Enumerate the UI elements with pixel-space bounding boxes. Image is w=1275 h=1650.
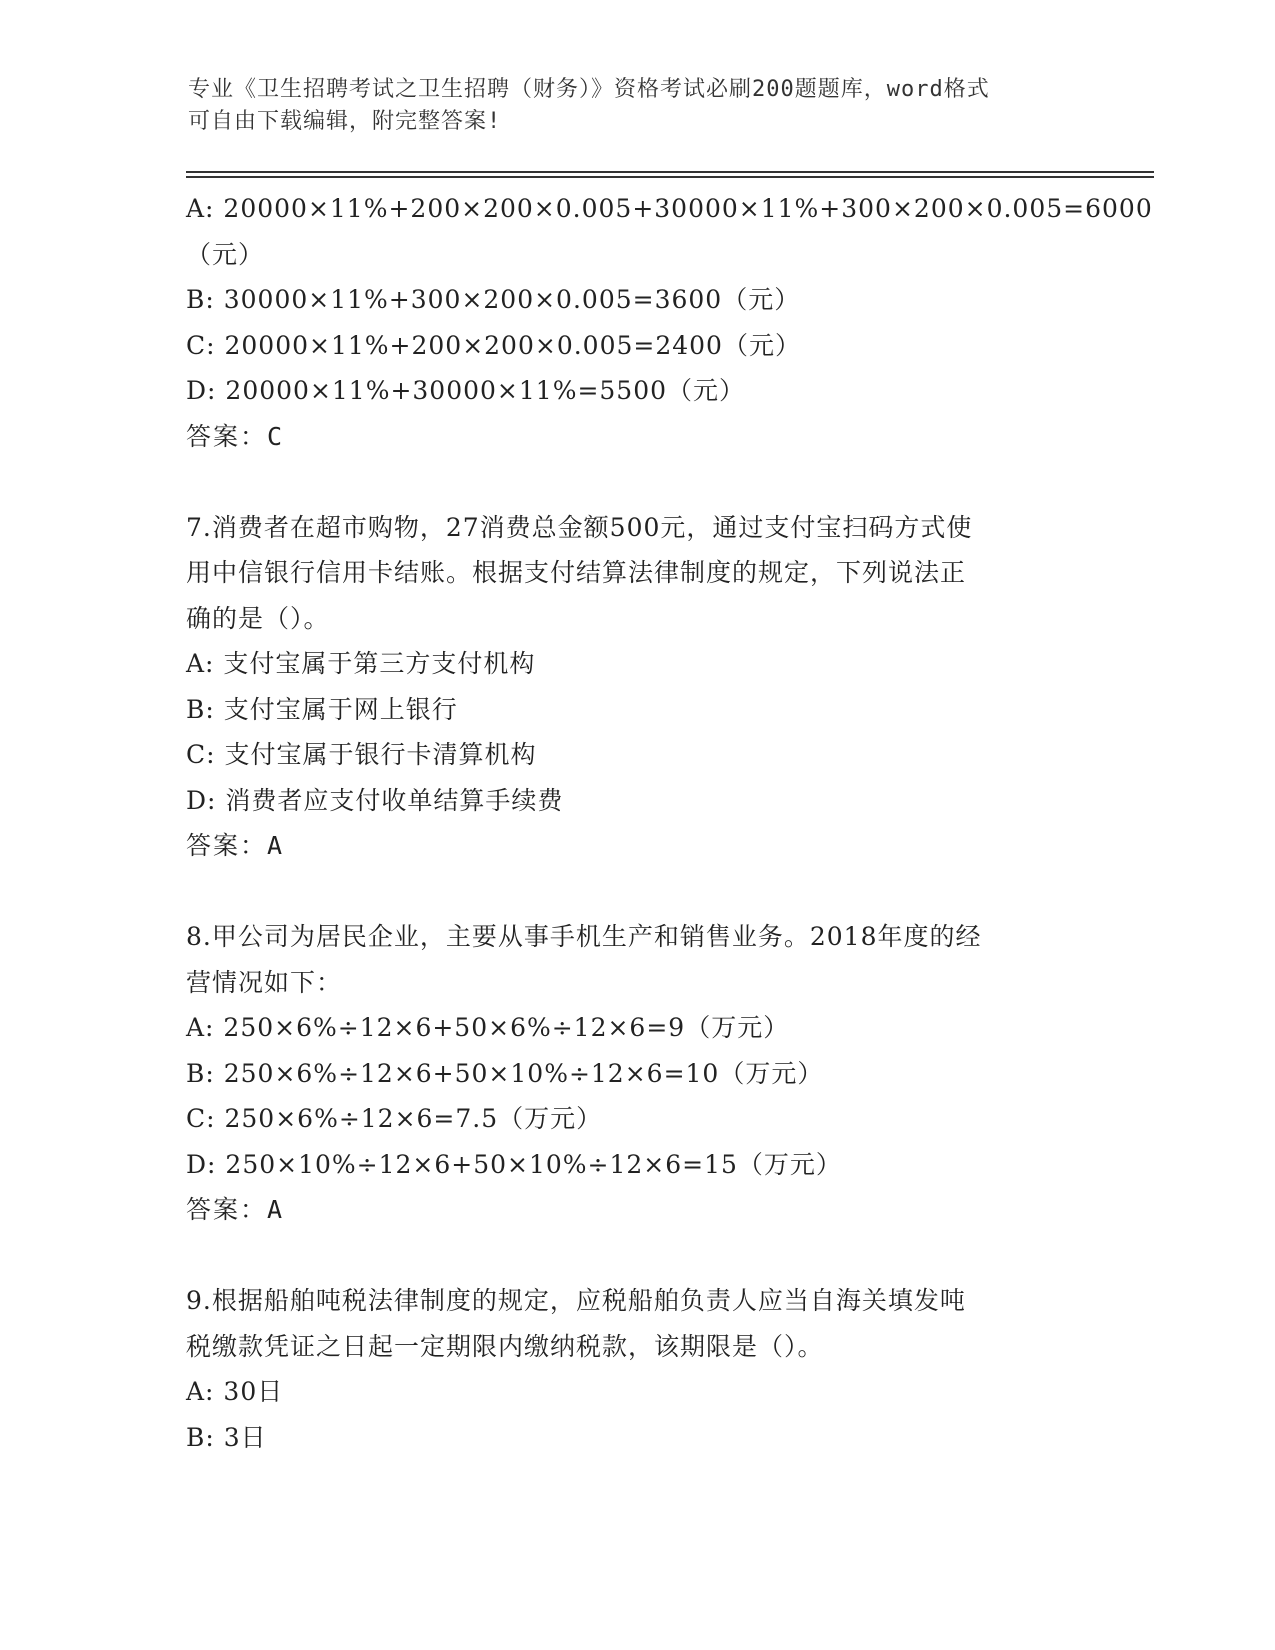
header-rule-bottom <box>186 176 1154 178</box>
header-title-line-1: 专业《卫生招聘考试之卫生招聘（财务）》资格考试必刷200题题库，word格式 <box>188 77 990 102</box>
q8-option-b: B: 250×6%÷12×6+50×10%÷12×6=10（万元） <box>186 1058 824 1088</box>
spacer <box>186 459 1086 505</box>
q6-option-a-continued: （元） <box>186 239 265 269</box>
q7-option-d: D: 消费者应支付收单结算手续费 <box>186 785 564 815</box>
q7-option-b: B: 支付宝属于网上银行 <box>186 694 458 724</box>
q7-stem-line-2: 用中信银行信用卡结账。根据支付结算法律制度的规定，下列说法正 <box>186 558 967 587</box>
question-8 <box>186 914 1086 1233</box>
q6-option-b: B: 30000×11%+300×200×0.005=3600（元） <box>186 285 801 314</box>
document-header <box>188 74 1068 138</box>
q8-answer: 答案：A <box>186 1195 285 1224</box>
spacer <box>186 1233 1086 1279</box>
q8-option-a: A: 250×6%÷12×6+50×6%÷12×6=9（万元） <box>186 1013 790 1042</box>
q9-option-b: B: 3日 <box>186 1422 267 1452</box>
question-7 <box>186 505 1086 869</box>
q6-answer: 答案：C <box>186 421 285 451</box>
question-9 <box>186 1278 1086 1460</box>
q7-stem-line-3: 确的是（）。 <box>186 603 330 633</box>
q9-option-a: A: 30日 <box>186 1377 284 1406</box>
header-rule-top <box>186 171 1154 173</box>
q7-stem-line-1: 7.消费者在超市购物，27消费总金额500元，通过支付宝扫码方式使 <box>186 512 973 542</box>
q7-option-c: C: 支付宝属于银行卡清算机构 <box>186 740 537 769</box>
question-content <box>186 186 1153 1460</box>
q6-option-a: A: 20000×11%+200×200×0.005+30000×11%+300×200×0.005=6000 <box>186 194 1153 223</box>
q7-option-a: A: 支付宝属于第三方支付机构 <box>186 649 536 678</box>
q6-option-d: D: 20000×11%+30000×11%=5500（元） <box>186 376 746 405</box>
q9-stem-line-2: 税缴款凭证之日起一定期限内缴纳税款，该期限是（）。 <box>186 1331 824 1361</box>
question-6 <box>186 186 1153 459</box>
q6-option-c: C: 20000×11%+200×200×0.005=2400（元） <box>186 330 801 360</box>
q8-option-c: C: 250×6%÷12×6=7.5（万元） <box>186 1104 603 1133</box>
q9-stem-line-1: 9.根据船舶吨税法律制度的规定，应税船舶负责人应当自海关填发吨 <box>186 1286 966 1315</box>
q8-stem-line-1: 8.甲公司为居民企业，主要从事手机生产和销售业务。2018年度的经 <box>186 922 982 951</box>
q8-stem-line-2: 营情况如下： <box>186 967 343 997</box>
q7-answer: 答案：A <box>186 831 285 860</box>
spacer <box>186 869 1086 915</box>
q8-option-d: D: 250×10%÷12×6+50×10%÷12×6=15（万元） <box>186 1149 842 1179</box>
header-title-line-2: 可自由下载编辑，附完整答案! <box>188 109 502 134</box>
